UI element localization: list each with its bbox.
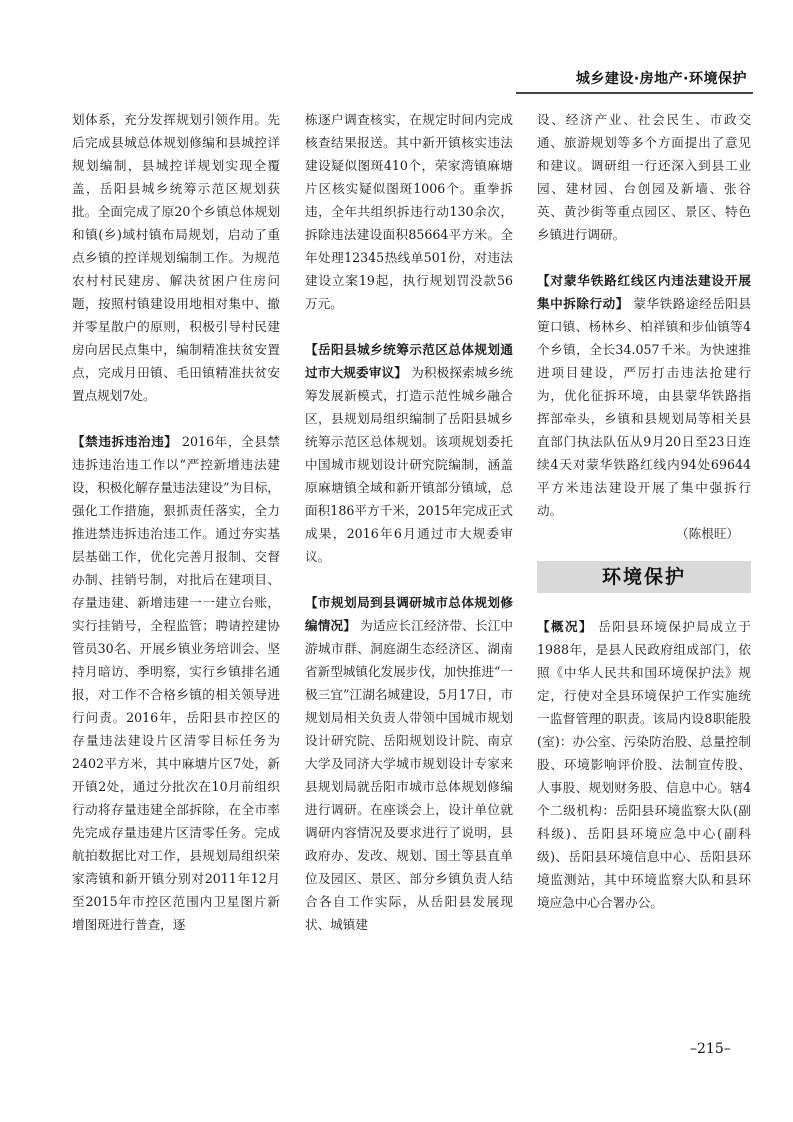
running-header bbox=[516, 66, 753, 94]
article-entry bbox=[537, 615, 751, 914]
entry-body: 蒙华铁路途经岳阳县筻口镇、杨林乡、柏祥镇和步仙镇等4个乡镇，全长34.057千米。为快速推进项目建设，严厉打击违法抢建行为，优化征拆环境，由县蒙华铁路指挥部牵头，乡镇和县规划局等相关县直部门执法队伍从9月20日至23日连续4天对蒙华铁路红线内94处69644平方米违法建设开展了集中强拆行动。 bbox=[537, 296, 752, 518]
running-header-title: 城乡建设·房地产·环境保护 bbox=[575, 71, 747, 87]
article-entry bbox=[305, 591, 513, 936]
author-signature: （陈根旺） bbox=[676, 526, 739, 541]
entry-heading: 【禁违拆违治违】 bbox=[72, 434, 178, 449]
entry-body: 2016年，全县禁违拆违治违工作以“严控新增违法建设，积极化解存量违法建设”为目标，强化工作措施，狠抓责任落实，全力推进禁违拆违治违工作。通过夯实基层基础工作，优化完善月报制、交督办制、挂销号制，对批后在建项目、存量违建、新增违建一一建立台账，实行挂销号，全程监管；聘请控建协管员30名、开展乡镇业务培训会、坚持月暗访、季明察，实行乡镇排名通报，对工作不合格乡镇的相关领导进行问责。2016年，岳阳县市控区的存量违法建设片区清零目标任务为2402平方米，其中麻塘片区7处，新开镇2处，通过分批次在10月前组织行动将存量违建全部拆除，在全市率先完成存量违建片区清零任务。完成航拍数据比对工作，县规划局组织荣家湾镇和新开镇分别对2011年12月至2015年市控区范围内卫星图片新增图斑进行普查，逐 bbox=[72, 434, 280, 932]
entry-heading: 【市规划局到县调研城市总体规划修编情况】 bbox=[305, 595, 513, 633]
entry-heading: 【对蒙华铁路红线区内违法建设开展集中拆除行动】 bbox=[537, 273, 751, 311]
paragraph-continued: 设、经济产业、社会民生、市政交通、旅游规划等多个方面提出了意见和建议。调研组一行还深入到县工业园、建材园、台创园及新墙、张谷英、黄沙街等重点园区、景区、特色乡镇进行调研。 bbox=[537, 112, 751, 242]
entry-heading: 【概况】 bbox=[537, 619, 593, 634]
section-title-band bbox=[537, 561, 751, 593]
paragraph-continued: 栋逐户调查核实，在规定时间内完成核查结果报送。其中新开镇核实违法建设疑似图斑410个，荣家湾镇麻塘片区核实疑似图斑1006个。重拳拆违，全年共组织拆违行动130余次，拆除违法建设面积85664平方米。全年处理12345热线单501份，对违法建设立案19起，执行规划罚没款56万元。 bbox=[305, 112, 513, 311]
entry-body: 为适应长江经济带、长江中游城市群、洞庭湖生态经济区、湖南省新型城镇化发展步伐，加快推进“一极三宜”江湖名城建设，5月17日，市规划局相关负责人带领中国城市规划设计研究院、岳阳规划设计院、南京大学及同济大学城市规划设计专家来县规划局就岳阳市城市总体规划修编进行调研。在座谈会上，设计单位就调研内容情况及要求进行了说明，县政府办、发改、规划、国土等县直单位及园区、景区、部分乡镇负责人结合各自工作实际，从岳阳县发展现状、城镇建 bbox=[305, 618, 514, 932]
entry-heading: 【岳阳县城乡统筹示范区总体规划通过市大规委审议】 bbox=[305, 342, 513, 380]
text-column-2 bbox=[305, 108, 513, 936]
entry-body: 岳阳县环境保护局成立于1988年，是县人民政府组成部门，依照《中华人民共和国环境保护法》规定，行使对全县环境保护工作实施统一监督管理的职责。该局内设8职能股(室)：办公室、污染防治股、总量控制股、环境影响评价股、法制宣传股、人事股、规划财务股、信息中心。辖4个二级机构：岳阳县环境监察大队(副科级)、岳阳县环境应急中心(副科级)、岳阳县环境信息中心、岳阳县环境监测站，其中环境监察大队和县环境应急中心合署办公。 bbox=[537, 619, 752, 910]
article-entry bbox=[305, 338, 513, 568]
section-title: 环境保护 bbox=[601, 565, 686, 588]
article-entry bbox=[72, 430, 280, 936]
text-column-3 bbox=[537, 108, 751, 914]
entry-body: 为积极探索城乡统筹发展新模式，打造示范性城乡融合区，县规划局组织编制了岳阳县城乡统筹示范区总体规划。该项规划委托中国城市规划设计研究院编制，涵盖原麻塘镇全域和新开镇部分镇域，总面积186平方千米，2015年完成正式成果，2016年6月通过市大规委审议。 bbox=[305, 365, 514, 564]
page-number: –215– bbox=[690, 1041, 731, 1057]
article-entry bbox=[537, 269, 751, 522]
paragraph-continued: 划体系，充分发挥规划引领作用。先后完成县城总体规划修编和县城控详规划编制，县城控详规划实现全覆盖，岳阳县城乡统筹示范区规划获批。全面完成了原20个乡镇总体规划和镇(乡)域村镇布局规划，启动了重点乡镇的控详规划编制工作。为规范农村村民建房、解决贫困户住房问题，按照村镇建设用地相对集中、撤并零星散户的原则，积极引导村民建房向居民点集中，编制精准扶贫安置点，完成月田镇、毛田镇精准扶贫安置点规划7处。 bbox=[72, 112, 280, 403]
text-column-1 bbox=[72, 108, 280, 936]
